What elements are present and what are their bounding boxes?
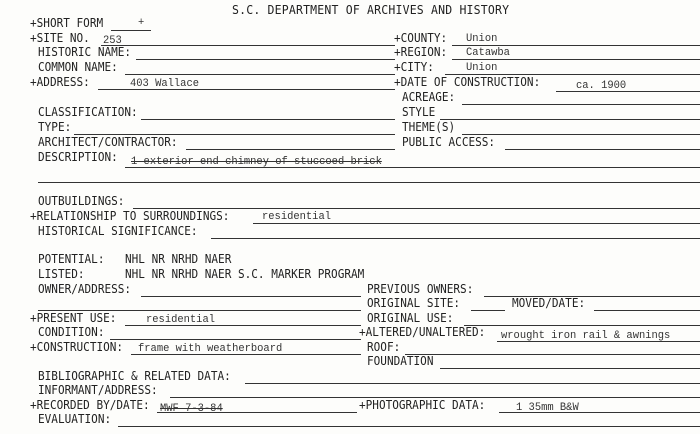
owner-address-label: OWNER/ADDRESS: bbox=[38, 282, 132, 296]
county-value: Union bbox=[466, 33, 498, 45]
potential-options: NHL NR NRHD NAER bbox=[125, 252, 232, 266]
address-label: +ADDRESS: bbox=[30, 75, 90, 89]
public-access-label: PUBLIC ACCESS: bbox=[402, 135, 496, 149]
theme-label: THEME(S) bbox=[402, 120, 456, 134]
condition-line bbox=[110, 339, 361, 340]
photographic-value: 1 35mm B&W bbox=[516, 402, 579, 414]
roof-line bbox=[405, 354, 700, 355]
original-use-label: ORIGINAL USE: bbox=[367, 311, 454, 325]
original-site-line bbox=[471, 310, 505, 311]
informant-label: INFORMANT/ADDRESS: bbox=[38, 383, 158, 397]
listed-options: NHL NR NRHD NAER S.C. MARKER PROGRAM bbox=[125, 267, 365, 281]
short-form-label: +SHORT FORM bbox=[30, 16, 104, 30]
architect-label: ARCHITECT/CONTRACTOR: bbox=[38, 135, 178, 149]
construction-label: +CONSTRUCTION: bbox=[30, 340, 124, 354]
site-no-line bbox=[101, 45, 395, 46]
original-use-line bbox=[464, 325, 700, 326]
recorded-by-value: MWF 7-3-84 bbox=[160, 403, 223, 415]
evaluation-label: EVALUATION: bbox=[38, 412, 112, 426]
address-value: 403 Wallace bbox=[130, 78, 199, 90]
county-label: +COUNTY: bbox=[394, 31, 448, 45]
condition-label: CONDITION: bbox=[38, 325, 105, 339]
foundation-line bbox=[440, 368, 700, 369]
previous-owners-label: PREVIOUS OWNERS: bbox=[367, 282, 474, 296]
moved-date-label: MOVED/DATE: bbox=[512, 296, 586, 310]
region-label: +REGION: bbox=[394, 45, 448, 59]
relationship-value: residential bbox=[262, 211, 331, 223]
acreage-line bbox=[462, 104, 700, 105]
classification-line bbox=[141, 119, 395, 120]
owner-address-line bbox=[141, 296, 361, 297]
style-line bbox=[440, 119, 700, 120]
present-use-value: residential bbox=[146, 314, 215, 326]
common-name-label: COMMON NAME: bbox=[38, 60, 118, 74]
moved-date-line bbox=[594, 310, 700, 311]
city-value: Union bbox=[466, 62, 498, 74]
region-line bbox=[452, 59, 700, 60]
description-label: DESCRIPTION: bbox=[38, 150, 118, 164]
present-use-label: +PRESENT USE: bbox=[30, 311, 117, 325]
historic-name-label: HISTORIC NAME: bbox=[38, 45, 132, 59]
county-line bbox=[452, 45, 700, 46]
public-access-line bbox=[505, 149, 700, 150]
historic-name-line bbox=[136, 59, 395, 60]
site-no-label: +SITE NO. bbox=[30, 31, 90, 45]
relationship-label: +RELATIONSHIP TO SURROUNDINGS: bbox=[30, 209, 230, 223]
construction-value: frame with weatherboard bbox=[138, 343, 283, 355]
classification-label: CLASSIFICATION: bbox=[38, 105, 138, 119]
theme-line bbox=[462, 134, 700, 135]
style-label: STYLE bbox=[402, 105, 436, 119]
altered-value: wrought iron rail & awnings bbox=[501, 330, 671, 342]
potential-label: POTENTIAL: bbox=[38, 252, 105, 266]
listed-label: LISTED: bbox=[38, 267, 85, 281]
date-construction-value: ca. 1900 bbox=[576, 80, 627, 92]
site-no-value: 253 bbox=[103, 35, 122, 47]
description-line-2 bbox=[38, 182, 700, 183]
form-title: S.C. DEPARTMENT OF ARCHIVES AND HISTORY bbox=[232, 2, 510, 17]
altered-label: +ALTERED/UNALTERED: bbox=[359, 325, 486, 339]
recorded-by-label: +RECORDED BY/DATE: bbox=[30, 398, 150, 412]
description-value: 1 exterior end chimney of stuccoed brick bbox=[131, 156, 382, 168]
short-form-line bbox=[111, 30, 151, 31]
short-form-value: + bbox=[138, 17, 145, 29]
historical-significance-line bbox=[211, 238, 700, 239]
type-label: TYPE: bbox=[38, 120, 72, 134]
date-construction-label: +DATE OF CONSTRUCTION: bbox=[394, 75, 541, 89]
city-label: +CITY: bbox=[394, 60, 434, 74]
architect-line bbox=[186, 149, 395, 150]
outbuildings-label: OUTBUILDINGS: bbox=[38, 194, 125, 208]
roof-label: ROOF: bbox=[367, 340, 401, 354]
original-site-label: ORIGINAL SITE: bbox=[367, 296, 461, 310]
relationship-line bbox=[253, 223, 700, 224]
bibliographic-line bbox=[245, 383, 700, 384]
common-name-line bbox=[125, 74, 395, 75]
region-value: Catawba bbox=[466, 47, 510, 59]
acreage-label: ACREAGE: bbox=[402, 90, 456, 104]
bibliographic-label: BIBLIOGRAPHIC & RELATED DATA: bbox=[38, 369, 231, 383]
photographic-label: +PHOTOGRAPHIC DATA: bbox=[359, 398, 486, 412]
evaluation-line bbox=[118, 426, 700, 427]
historical-significance-label: HISTORICAL SIGNIFICANCE: bbox=[38, 224, 198, 238]
foundation-label: FOUNDATION bbox=[367, 354, 434, 368]
